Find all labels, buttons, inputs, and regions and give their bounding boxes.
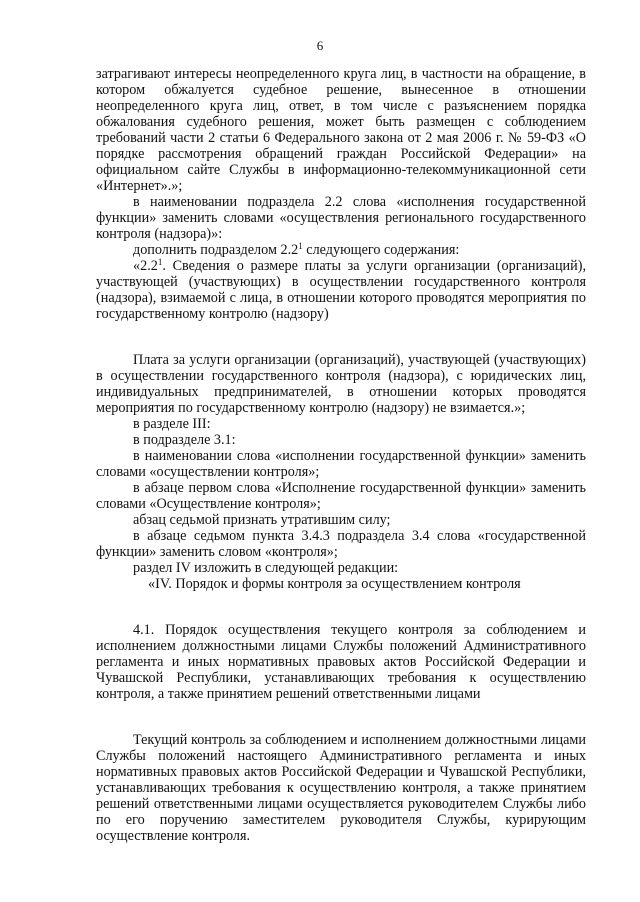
spacer [96,702,586,732]
paragraph: дополнить подразделом $2.2^1$ следующего содержания: [133,241,460,258]
paragraph: Плата за услуги организации (организаций), участвующей (участвующих) в осуществлении государственного контроля (надзора), с юридических лиц, индивидуальных предпринимателей, в отношении которых проводятся мероприятия по государственному контролю (надзору) не взимается.»; [96,352,586,416]
paragraph: в разделе III: [133,416,211,432]
paragraph: раздел IV изложить в следующей редакции: [133,560,399,576]
paragraph: в подразделе 3.1: [133,432,236,448]
document-body [96,66,586,844]
paragraph: Текущий контроль за соблюдением и исполнением должностными лицами Службы положений настоящего Административного регламента и иных нормативных правовых актов Российской Федерации и Чувашской Республики, устанавливающих требования к осуществлению контроля, а также принятием решений ответственными лицами осуществляется руководителем Службы либо по его поручению заместителем руководителя Службы, курирующим осуществление контроля. [96,732,586,844]
page-number: 6 [316,38,324,53]
paragraph: в наименовании подраздела 2.2 слова «исполнения государственной функции» заменить словами «осуществления регионального государственного контроля (надзора)»: [96,194,586,242]
paragraph: в абзаце седьмом пункта 3.4.3 подраздела 3.4 слова «государственной функции» заменить словом «контроля»; [96,528,586,560]
paragraph: затрагивают интересы неопределенного круга лиц, в частности на обращение, в котором обжалуется судебное решение, вынесенное в отношении неопределенного круга лиц, ответ, в том числе с разъяснением порядка обжалования судебного решения, может быть размещен с соблюдением требований части 2 статьи 6 Федерального закона от 2 мая 2006 г. № 59-ФЗ «О порядке рассмотрения обращений граждан Российской Федерации» на официальном сайте Службы в информационно-телекоммуникационной сети «Интернет».»; [96,66,586,194]
section-heading: «IV. Порядок и формы контроля за осуществлением контроля [148,576,521,592]
subsection-heading: 4.1. Порядок осуществления текущего контроля за соблюдением и исполнением должностными лицами Службы положений Административного регламента и иных нормативных правовых актов Российской Федерации и Чувашской Республики, устанавливающих требования к осуществлению контроля, а также принятием решений ответственными лицами [96,622,586,702]
paragraph: в абзаце первом слова «Исполнение государственной функции» заменить словами «Осуществление контроля»; [96,480,586,512]
spacer [96,592,586,622]
spacer [96,322,586,352]
paragraph: абзац седьмой признать утратившим силу; [133,512,391,528]
paragraph: в наименовании слова «исполнении государственной функции» заменить словами «осуществлении контроля»; [96,448,586,480]
paragraph: «$2.2^1$. Сведения о размере платы за услуги организации (организаций), участвующей (участвующих) в осуществлении государственного контроля (надзора), взимаемой с лица, в отношении которого проводятся мероприятия по государственному контролю (надзору) [96,257,586,322]
